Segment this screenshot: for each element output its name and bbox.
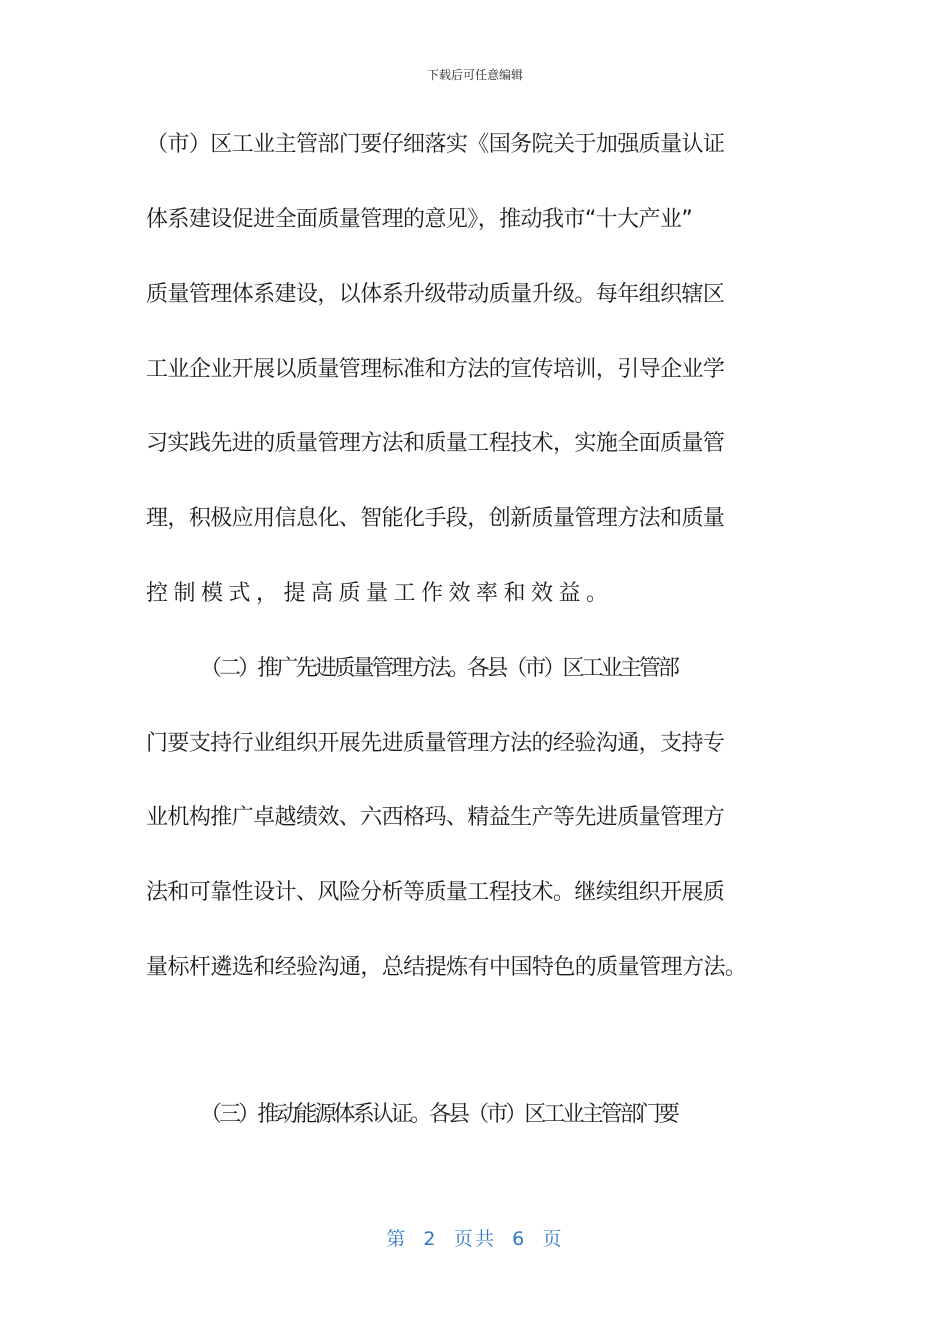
body-line-8: （二）推广先进质量管理方法。各县（市）区工业主管部 bbox=[200, 656, 678, 681]
body-line-9: 门要支持行业组织开展先进质量管理方法的经验沟通，支持专 bbox=[146, 731, 725, 756]
body-line-3: 质量管理体系建设，以体系升级带动质量升级。每年组织辖区 bbox=[146, 282, 725, 307]
body-line-1: （市）区工业主管部门要仔细落实《国务院关于加强质量认证 bbox=[146, 132, 725, 157]
header-note: 下载后可任意编辑 bbox=[426, 68, 523, 82]
page-number: 第 2 页共 6 页 bbox=[386, 1228, 564, 1250]
body-line-2: 体系建设促进全面质量管理的意见》，推动我市“十大产业” bbox=[146, 207, 693, 232]
body-line-4: 工业企业开展以质量管理标准和方法的宣传培训，引导企业学 bbox=[146, 357, 725, 382]
body-line-10: 业机构推广卓越绩效、六西格玛、精益生产等先进质量管理方 bbox=[146, 805, 725, 830]
body-line-12: 量标杆遴选和经验沟通，总结提炼有中国特色的质量管理方法。 bbox=[146, 955, 747, 980]
body-line-13: （三）推动能源体系认证。各县（市）区工业主管部门要 bbox=[200, 1102, 678, 1127]
body-line-7: 控制模式，提高质量工作效率和效益。 bbox=[146, 581, 614, 606]
body-line-5: 习实践先进的质量管理方法和质量工程技术，实施全面质量管 bbox=[146, 431, 725, 456]
body-line-11: 法和可靠性设计、风险分析等质量工程技术。继续组织开展质 bbox=[146, 880, 725, 905]
body-line-6: 理，积极应用信息化、智能化手段，创新质量管理方法和质量 bbox=[146, 506, 725, 531]
